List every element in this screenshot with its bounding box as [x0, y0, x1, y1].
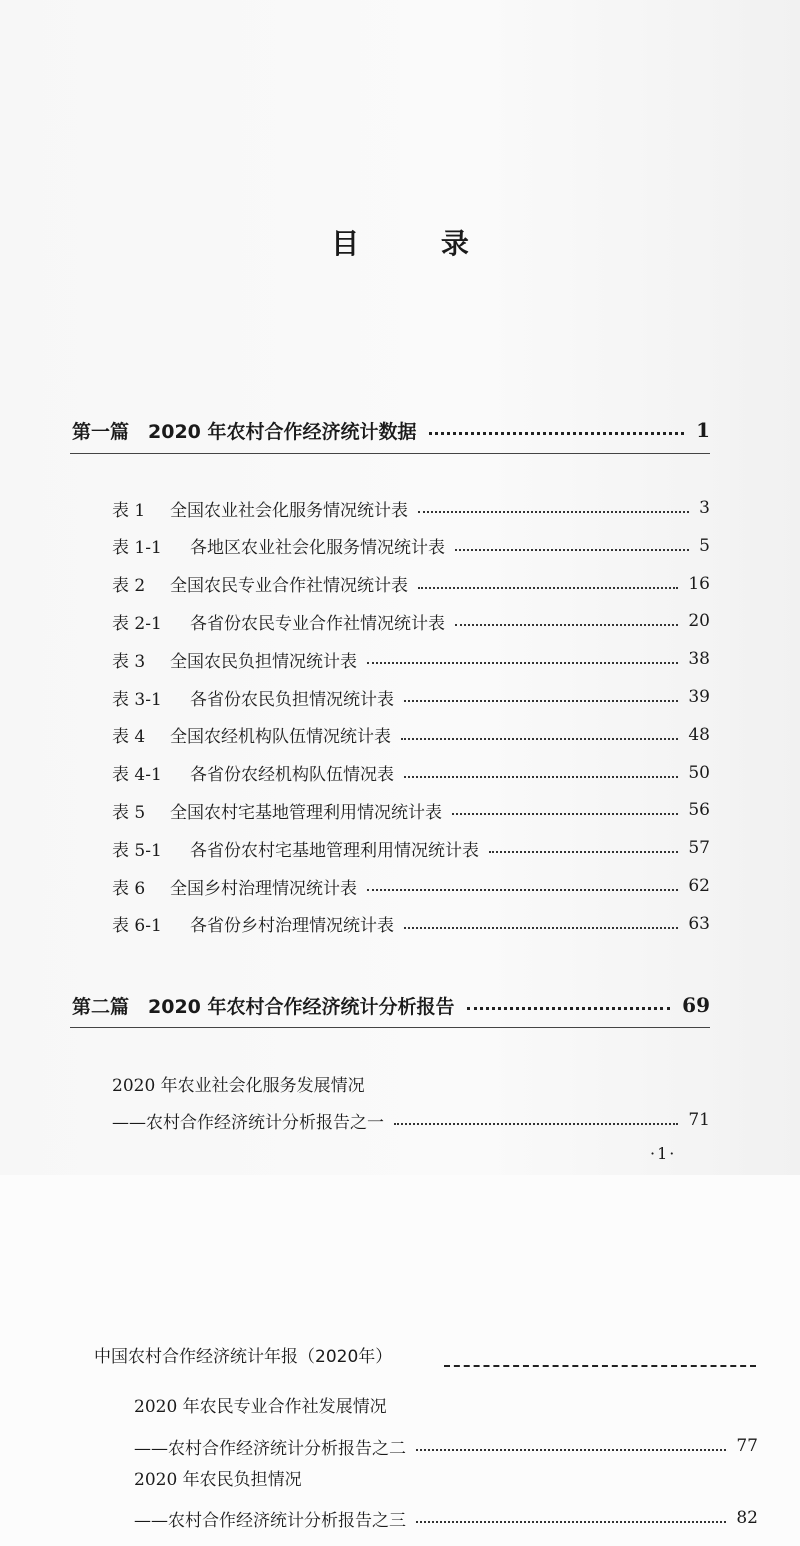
dot-leader [452, 813, 678, 815]
toc-entry[interactable] [112, 872, 710, 900]
table-label: 表 3 [112, 651, 146, 672]
dot-leader [416, 1521, 726, 1523]
header-dash-line [444, 1365, 756, 1367]
page-number: 1 [696, 418, 710, 442]
table-label: 表 1 [112, 500, 146, 521]
section-rule [70, 1027, 710, 1028]
page-marker: ·1· [650, 1144, 677, 1163]
page-number: 50 [688, 762, 710, 783]
page-number: 20 [688, 611, 710, 632]
report-title[interactable]: 2020 年农民专业合作社发展情况 [134, 1397, 387, 1417]
toc-entry[interactable] [112, 834, 710, 862]
page-number: 57 [688, 838, 710, 859]
table-title: 各地区农业社会化服务情况统计表 [190, 538, 445, 559]
dot-leader [404, 927, 678, 929]
table-title: 全国农村宅基地管理利用情况统计表 [170, 802, 442, 823]
dot-leader [467, 1007, 671, 1010]
dot-leader [394, 1123, 678, 1125]
report-subtitle: ——农村合作经济统计分析报告之三 [134, 1510, 406, 1531]
section-rule [70, 453, 710, 454]
toc-title: 目 录 [331, 227, 505, 260]
report-subtitle: ——农村合作经济统计分析报告之一 [112, 1112, 384, 1133]
page-number: 62 [688, 876, 710, 896]
table-label: 表 2 [112, 576, 146, 597]
table-label: 表 5-1 [112, 840, 162, 861]
part-title: 2020 年农村合作经济统计数据 [148, 420, 417, 443]
table-label: 表 5 [112, 802, 146, 823]
page-number: 5 [699, 535, 710, 556]
dot-leader [418, 511, 689, 513]
page-number: 3 [699, 498, 710, 518]
page-number: 56 [688, 800, 710, 821]
table-title: 各省份农经机构队伍情况表 [190, 765, 394, 786]
toc-entry[interactable] [112, 683, 710, 711]
dot-leader [367, 889, 678, 891]
toc-entry[interactable] [112, 910, 710, 938]
page-number: 48 [688, 724, 710, 745]
dot-leader [404, 776, 678, 778]
part-title: 2020 年农村合作经济统计分析报告 [148, 995, 455, 1018]
dot-leader [418, 587, 678, 589]
table-label: 表 6 [112, 878, 146, 899]
table-title: 全国农业社会化服务情况统计表 [170, 500, 408, 521]
toc-entry[interactable] [112, 759, 710, 787]
report-subtitle-row[interactable] [134, 1432, 758, 1460]
table-label: 表 4-1 [112, 765, 162, 786]
page-number: 63 [688, 913, 710, 934]
report-subtitle-row[interactable] [134, 1504, 758, 1532]
dot-leader [489, 851, 678, 853]
toc-entry[interactable] [112, 532, 710, 560]
dot-leader [367, 662, 678, 664]
page-number: 71 [688, 1110, 710, 1130]
page-number: 77 [736, 1436, 758, 1456]
table-title: 全国农民负担情况统计表 [170, 651, 357, 672]
report-subtitle: ——农村合作经济统计分析报告之二 [134, 1438, 406, 1459]
page-number: 69 [682, 993, 710, 1017]
table-title: 各省份农村宅基地管理利用情况统计表 [190, 840, 479, 861]
part-two-heading[interactable] [72, 990, 710, 1020]
table-title: 全国乡村治理情况统计表 [170, 878, 357, 899]
page-number: 16 [688, 573, 710, 594]
page-number: 82 [736, 1508, 758, 1528]
dot-leader [401, 738, 678, 740]
report-title[interactable]: 2020 年农业社会化服务发展情况 [112, 1076, 365, 1096]
running-header: 中国农村合作经济统计年报（2020年） [94, 1347, 393, 1367]
part-number: 第二篇 [72, 995, 130, 1018]
toc-entry[interactable] [112, 494, 710, 522]
table-label: 表 6-1 [112, 916, 162, 937]
dot-leader [429, 432, 685, 435]
dot-leader [455, 549, 689, 551]
table-label: 表 1-1 [112, 538, 162, 559]
toc-entry[interactable] [112, 645, 710, 673]
table-title: 各省份农民专业合作社情况统计表 [190, 613, 445, 634]
page-number: 39 [688, 687, 710, 707]
dot-leader [404, 700, 678, 702]
report-subtitle-row[interactable] [112, 1106, 710, 1134]
toc-entry[interactable] [112, 721, 710, 749]
part-number: 第一篇 [72, 420, 130, 443]
table-title: 各省份农民负担情况统计表 [190, 689, 394, 710]
table-title: 各省份乡村治理情况统计表 [190, 916, 394, 937]
table-label: 表 4 [112, 727, 146, 748]
table-label: 表 2-1 [112, 613, 162, 634]
dot-leader [455, 624, 678, 626]
report-title[interactable]: 2020 年农民负担情况 [134, 1470, 302, 1490]
table-label: 表 3-1 [112, 689, 162, 710]
table-title: 全国农民专业合作社情况统计表 [170, 576, 408, 597]
dot-leader [416, 1449, 726, 1451]
toc-entry[interactable] [112, 570, 710, 598]
toc-entry[interactable] [112, 607, 710, 635]
table-title: 全国农经机构队伍情况统计表 [170, 727, 391, 748]
part-one-heading[interactable] [72, 415, 710, 445]
page-number: 38 [688, 649, 710, 670]
toc-entry[interactable] [112, 796, 710, 824]
